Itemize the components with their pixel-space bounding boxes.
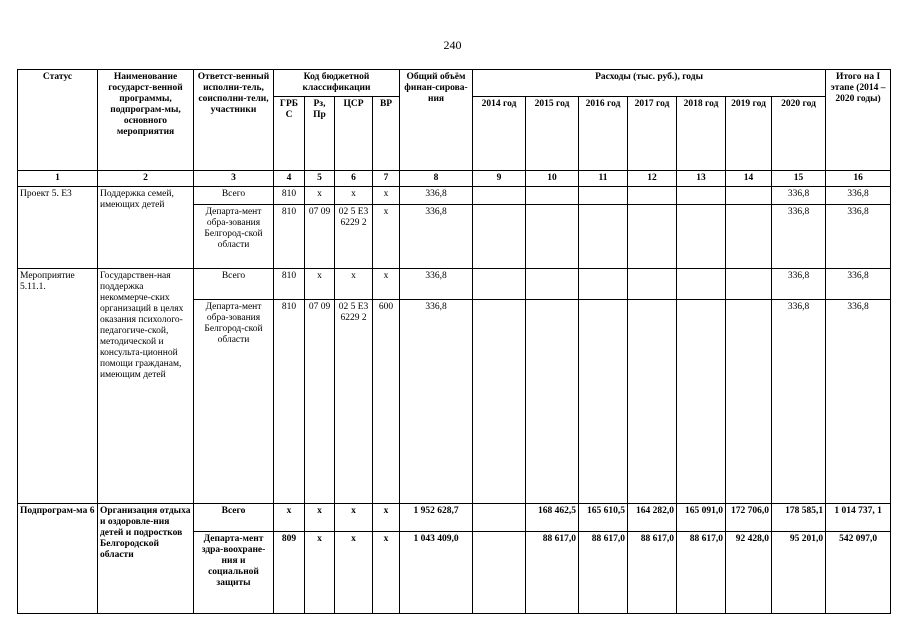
cell-csr: х bbox=[335, 187, 373, 205]
row-name: Поддержка семей, имеющих детей bbox=[98, 187, 194, 269]
cell-total: 336,8 bbox=[400, 187, 473, 205]
cell-csr: х bbox=[335, 504, 373, 532]
table-row bbox=[18, 504, 891, 532]
cell-year bbox=[473, 205, 526, 269]
header-year: 2014 год bbox=[473, 97, 526, 171]
cell-stage-total: 336,8 bbox=[826, 187, 891, 205]
cell-year: 164 282,0 bbox=[628, 504, 677, 532]
header-status: Статус bbox=[18, 70, 98, 171]
header-year: 2019 год bbox=[726, 97, 772, 171]
cell-total: 336,8 bbox=[400, 205, 473, 269]
cell-grbs: х bbox=[274, 504, 305, 532]
cell-year: 88 617,0 bbox=[628, 532, 677, 614]
column-numbers-row bbox=[18, 171, 891, 187]
cell-csr: 02 5 Е3 6229 2 bbox=[335, 205, 373, 269]
cell-year bbox=[726, 300, 772, 504]
col-number: 14 bbox=[726, 171, 772, 187]
cell-year bbox=[677, 205, 726, 269]
row-name: Государствен-ная поддержка некоммерче-ских организаций в целях оказания психолого-педагогиче-ской, методической и консульта-ционной помощи гражданам, имеющим детей bbox=[98, 269, 194, 504]
cell-vr: х bbox=[373, 532, 400, 614]
header-executor: Ответст-венный исполни-тель, соисполни-тели, участники bbox=[194, 70, 274, 171]
cell-year: 88 617,0 bbox=[579, 532, 628, 614]
cell-year bbox=[628, 205, 677, 269]
row-status: Проект 5. Е3 bbox=[18, 187, 98, 269]
cell-year bbox=[473, 504, 526, 532]
col-number: 16 bbox=[826, 171, 891, 187]
cell-year: 178 585,1 bbox=[772, 504, 826, 532]
cell-year bbox=[628, 300, 677, 504]
header-expenses: Расходы (тыс. руб.), годы bbox=[473, 70, 826, 97]
cell-year bbox=[726, 187, 772, 205]
cell-grbs: 809 bbox=[274, 532, 305, 614]
cell-year: 165 610,5 bbox=[579, 504, 628, 532]
cell-year bbox=[526, 300, 579, 504]
row-status: Подпрограм-ма 6 bbox=[18, 504, 98, 614]
cell-year bbox=[579, 300, 628, 504]
header-name: Наименование государст-венной программы, подпрограм-мы, основного мероприятия bbox=[98, 70, 194, 171]
row-executor: Всего bbox=[194, 504, 274, 532]
cell-year: 172 706,0 bbox=[726, 504, 772, 532]
cell-grbs: 810 bbox=[274, 187, 305, 205]
col-number: 3 bbox=[194, 171, 274, 187]
cell-vr: х bbox=[373, 205, 400, 269]
cell-total: 336,8 bbox=[400, 300, 473, 504]
row-executor: Департа-мент обра-зования Белгород-ской области bbox=[194, 205, 274, 269]
col-number: 2 bbox=[98, 171, 194, 187]
cell-year: 165 091,0 bbox=[677, 504, 726, 532]
cell-rzpr: х bbox=[305, 532, 335, 614]
cell-year bbox=[473, 187, 526, 205]
cell-stage-total: 336,8 bbox=[826, 205, 891, 269]
col-number: 1 bbox=[18, 171, 98, 187]
col-number: 15 bbox=[772, 171, 826, 187]
col-number: 7 bbox=[373, 171, 400, 187]
cell-total: 1 952 628,7 bbox=[400, 504, 473, 532]
cell-rzpr: х bbox=[305, 504, 335, 532]
row-status: Мероприятие 5.11.1. bbox=[18, 269, 98, 504]
header-csr: ЦСР bbox=[335, 97, 373, 171]
cell-vr: х bbox=[373, 187, 400, 205]
col-number: 9 bbox=[473, 171, 526, 187]
col-number: 12 bbox=[628, 171, 677, 187]
col-number: 5 bbox=[305, 171, 335, 187]
table-row bbox=[18, 269, 891, 300]
header-grbs: ГРБ С bbox=[274, 97, 305, 171]
cell-year bbox=[726, 205, 772, 269]
page-number: 240 bbox=[443, 38, 462, 52]
col-number: 11 bbox=[579, 171, 628, 187]
cell-year: 92 428,0 bbox=[726, 532, 772, 614]
header-budget-code: Код бюджетной классификации bbox=[274, 70, 400, 97]
cell-year bbox=[526, 205, 579, 269]
cell-year bbox=[677, 269, 726, 300]
cell-year: 168 462,5 bbox=[526, 504, 579, 532]
header-year: 2018 год bbox=[677, 97, 726, 171]
cell-year: 88 617,0 bbox=[526, 532, 579, 614]
cell-year: 336,8 bbox=[772, 300, 826, 504]
cell-grbs: 810 bbox=[274, 269, 305, 300]
col-number: 10 bbox=[526, 171, 579, 187]
cell-year bbox=[579, 205, 628, 269]
header-year: 2015 год bbox=[526, 97, 579, 171]
cell-year: 88 617,0 bbox=[677, 532, 726, 614]
cell-year: 95 201,0 bbox=[772, 532, 826, 614]
cell-csr: х bbox=[335, 532, 373, 614]
cell-year bbox=[628, 269, 677, 300]
cell-year bbox=[473, 269, 526, 300]
table-row bbox=[18, 187, 891, 205]
cell-stage-total: 336,8 bbox=[826, 269, 891, 300]
cell-stage-total: 542 097,0 bbox=[826, 532, 891, 614]
cell-total: 336,8 bbox=[400, 269, 473, 300]
cell-csr: х bbox=[335, 269, 373, 300]
cell-stage-total: 336,8 bbox=[826, 300, 891, 504]
row-executor: Всего bbox=[194, 269, 274, 300]
cell-vr: х bbox=[373, 269, 400, 300]
header-rzpr: Рз, Пр bbox=[305, 97, 335, 171]
col-number: 4 bbox=[274, 171, 305, 187]
cell-rzpr: х bbox=[305, 269, 335, 300]
row-executor: Всего bbox=[194, 187, 274, 205]
cell-vr: 600 bbox=[373, 300, 400, 504]
budget-table bbox=[17, 69, 891, 614]
header-stage-total: Итого на I этапе (2014 – 2020 годы) bbox=[826, 70, 891, 171]
cell-year bbox=[579, 187, 628, 205]
cell-grbs: 810 bbox=[274, 205, 305, 269]
col-number: 13 bbox=[677, 171, 726, 187]
cell-year bbox=[677, 300, 726, 504]
cell-year bbox=[473, 300, 526, 504]
cell-year bbox=[628, 187, 677, 205]
col-number: 6 bbox=[335, 171, 373, 187]
header-vr: ВР bbox=[373, 97, 400, 171]
cell-rzpr: 07 09 bbox=[305, 300, 335, 504]
cell-year bbox=[526, 187, 579, 205]
row-executor: Департа-мент обра-зования Белгород-ской области bbox=[194, 300, 274, 504]
cell-csr: 02 5 Е3 6229 2 bbox=[335, 300, 373, 504]
cell-year bbox=[473, 532, 526, 614]
cell-year bbox=[726, 269, 772, 300]
header-total: Общий объём финан-сирова-ния bbox=[400, 70, 473, 171]
cell-vr: х bbox=[373, 504, 400, 532]
cell-total: 1 043 409,0 bbox=[400, 532, 473, 614]
cell-year: 336,8 bbox=[772, 187, 826, 205]
header-year: 2017 год bbox=[628, 97, 677, 171]
cell-grbs: 810 bbox=[274, 300, 305, 504]
col-number: 8 bbox=[400, 171, 473, 187]
cell-year bbox=[526, 269, 579, 300]
header-year: 2016 год bbox=[579, 97, 628, 171]
cell-rzpr: 07 09 bbox=[305, 205, 335, 269]
cell-year: 336,8 bbox=[772, 205, 826, 269]
cell-year bbox=[677, 187, 726, 205]
cell-rzpr: х bbox=[305, 187, 335, 205]
cell-year: 336,8 bbox=[772, 269, 826, 300]
row-executor: Департа-мент здра-воохране-ния и социальной защиты bbox=[194, 532, 274, 614]
cell-year bbox=[579, 269, 628, 300]
header-year: 2020 год bbox=[772, 97, 826, 171]
row-name: Организация отдыха и оздоровле-ния детей и подростков Белгородской области bbox=[98, 504, 194, 614]
cell-stage-total: 1 014 737, 1 bbox=[826, 504, 891, 532]
